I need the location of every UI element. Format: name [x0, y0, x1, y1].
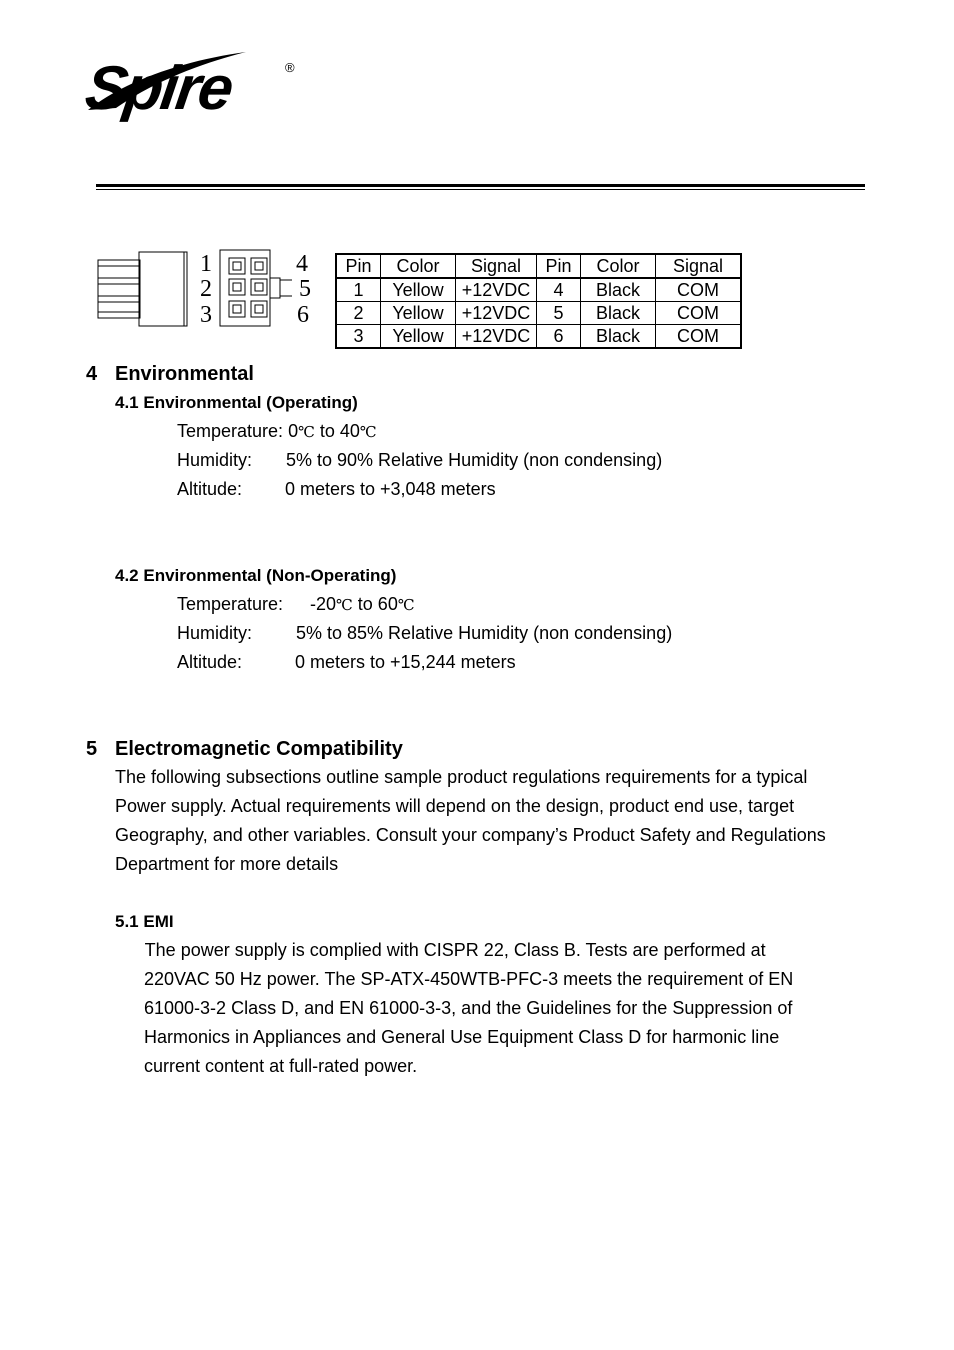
nonoperating-temperature: [177, 593, 415, 616]
paragraph-line: Geography, and other variables. Consult your company’s Product Safety and Regulations: [115, 825, 826, 845]
operating-humidity: [177, 449, 662, 471]
section-title: Environmental: [115, 363, 254, 385]
temperature-to: to 40: [314, 421, 360, 441]
header-cell: Color: [381, 254, 456, 278]
subsection-5-1-heading: 5.1 EMI: [115, 912, 174, 931]
header-rule-thick: [96, 184, 865, 187]
table-cell: +12VDC: [456, 278, 537, 302]
logo-wordmark: Spire: [81, 54, 236, 123]
header-cell: Pin: [336, 254, 381, 278]
header-cell: Color: [581, 254, 656, 278]
pin-number-1: 1: [200, 251, 212, 277]
table-row: [336, 325, 741, 349]
paragraph-line: Power supply. Actual requirements will depend on the design, product end use, target: [115, 796, 795, 816]
section-4-heading: [86, 362, 254, 386]
pin-number-4: 4: [296, 251, 308, 277]
altitude-label: Altitude:: [177, 479, 243, 499]
table-cell: +12VDC: [456, 325, 537, 349]
paragraph-line: 61000-3-2 Class D, and EN 61000-3-3, and the Guidelines for the Suppression of: [144, 998, 793, 1018]
pin-number-5: 5: [299, 276, 311, 302]
table-header-row: [336, 254, 741, 278]
altitude-value: 0 meters to +3,048 meters: [285, 479, 496, 499]
operating-temperature: [177, 420, 377, 443]
temperature-label: Temperature:: [177, 594, 284, 614]
section-title: Electromagnetic Compatibility: [115, 738, 403, 760]
degree-unit: ℃: [397, 596, 415, 614]
table-cell: COM: [656, 302, 742, 325]
table-cell: 6: [537, 325, 581, 349]
connector-diagram: [96, 248, 316, 330]
table-cell: +12VDC: [456, 302, 537, 325]
altitude-value: 0 meters to +15,244 meters: [295, 652, 516, 672]
temperature-to: to 60: [352, 594, 398, 614]
humidity-value: 5% to 90% Relative Humidity (non condensing): [286, 450, 663, 470]
table-cell: 5: [537, 302, 581, 325]
registered-mark: ®: [285, 60, 295, 75]
degree-unit: ℃: [359, 423, 377, 441]
humidity-label: Humidity:: [177, 623, 253, 643]
pin-number-2: 2: [200, 276, 212, 302]
section-number: 4: [86, 363, 98, 385]
table-cell: Yellow: [381, 278, 456, 302]
humidity-value: 5% to 85% Relative Humidity (non condensing): [296, 623, 673, 643]
header-cell: Signal: [656, 254, 742, 278]
header-rule-thin: [96, 189, 865, 190]
table-cell: Black: [581, 278, 656, 302]
section-number: 5: [86, 738, 98, 760]
table-row: [336, 278, 741, 302]
table-cell: 4: [537, 278, 581, 302]
subsection-4-2-heading: 4.2 Environmental (Non-Operating): [115, 566, 397, 585]
table-cell: 1: [336, 278, 381, 302]
table-cell: COM: [656, 325, 742, 349]
nonoperating-humidity: [177, 622, 672, 644]
operating-altitude: [177, 478, 496, 500]
degree-unit: ℃: [336, 596, 353, 614]
table-cell: Black: [581, 325, 656, 349]
paragraph-line: The power supply is complied with CISPR 22, Class B. Tests are performed at: [140, 940, 766, 960]
header-cell: Pin: [537, 254, 581, 278]
paragraph-line: 220VAC 50 Hz power. The SP-ATX-450WTB-PFC-3 meets the requirement of EN: [144, 969, 794, 989]
table-cell: Yellow: [381, 302, 456, 325]
pin-number-6: 6: [297, 302, 309, 328]
subsection-4-1-heading: 4.1 Environmental (Operating): [115, 393, 358, 412]
degree-unit: ℃: [298, 423, 315, 441]
table-cell: Yellow: [381, 325, 456, 349]
table-cell: Black: [581, 302, 656, 325]
table-cell: 2: [336, 302, 381, 325]
table-cell: COM: [656, 278, 742, 302]
humidity-label: Humidity:: [177, 450, 253, 470]
table-row: [336, 302, 741, 325]
header-cell: Signal: [456, 254, 537, 278]
temperature-min: 0: [288, 421, 299, 441]
pin-number-3: 3: [200, 302, 212, 328]
nonoperating-altitude: [177, 651, 516, 673]
emc-intro-paragraph: [115, 763, 895, 879]
emi-paragraph: [140, 936, 900, 1081]
spire-logo: [81, 40, 301, 132]
temperature-min: -20: [310, 594, 337, 614]
paragraph-line: The following subsections outline sample product regulations requirements for a typical: [115, 767, 808, 787]
altitude-label: Altitude:: [177, 652, 243, 672]
paragraph-line: Department for more details: [115, 854, 339, 874]
pin-assignment-table: [335, 253, 742, 349]
paragraph-line: Harmonics in Appliances and General Use Equipment Class D for harmonic line: [144, 1027, 780, 1047]
paragraph-line: current content at full-rated power.: [144, 1056, 418, 1076]
table-cell: 3: [336, 325, 381, 349]
section-5-heading: [86, 737, 403, 761]
temperature-label: Temperature:: [177, 421, 284, 441]
